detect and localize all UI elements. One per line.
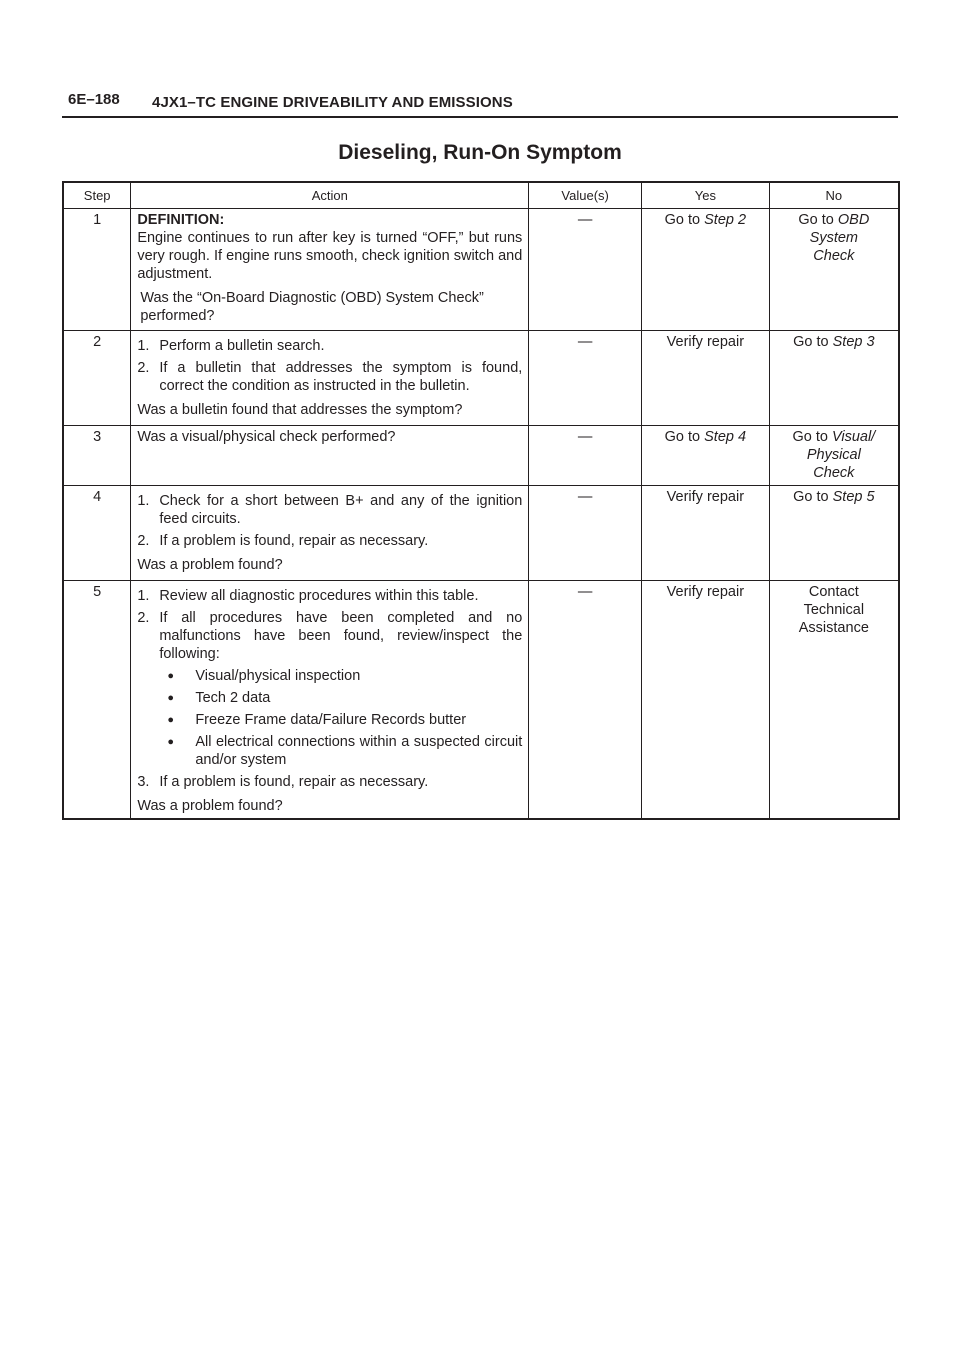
action-cell	[131, 209, 529, 331]
no-text-line-1: Contact	[808, 584, 859, 600]
numbered-item: 2. If all procedures have been completed and no malfunctions have been found, review/inspect the following:	[137, 610, 523, 662]
column-header-no: No	[769, 182, 899, 209]
yes-prefix: Go to	[664, 212, 705, 228]
yes-cell	[642, 426, 770, 486]
table-header-row	[63, 182, 899, 209]
value-cell: —	[529, 486, 642, 581]
value-cell: —	[529, 426, 642, 486]
numbered-item: 1. Check for a short between B+ and any of the ignition feed circuits.	[137, 493, 523, 527]
yes-cell: Verify repair	[642, 331, 770, 426]
step-question: Was the “On-Board Diagnostic (OBD) System Check” performed?	[140, 290, 484, 324]
numbered-item: 1. Perform a bulletin search.	[137, 338, 325, 354]
bullet-item: ● All electrical connections within a suspected circuit and/or system	[167, 734, 523, 768]
action-cell	[131, 331, 529, 426]
step-number: 5	[63, 581, 131, 819]
step-number: 2	[63, 331, 131, 426]
no-reference-line-3: Check	[813, 465, 855, 481]
table-row	[63, 426, 899, 486]
no-step-reference: Step 3	[832, 334, 875, 350]
value-cell: —	[529, 331, 642, 426]
no-prefix: Go to	[793, 334, 833, 350]
page-title: Dieseling, Run-On Symptom	[338, 141, 622, 164]
bullet-item: ● Tech 2 data	[167, 690, 271, 706]
no-reference-line-3: Check	[813, 248, 855, 264]
no-cell	[769, 209, 899, 331]
definition-label: DEFINITION:	[137, 212, 225, 228]
no-reference-line-2: System	[809, 230, 858, 246]
step-number: 3	[63, 426, 131, 486]
numbered-item: 2. If a bulletin that addresses the symptom is found, correct the condition as instructed in the bulletin.	[137, 360, 523, 394]
step-number: 1	[63, 209, 131, 331]
no-cell	[769, 331, 899, 426]
step-question: Was a visual/physical check performed?	[137, 429, 396, 445]
column-header-yes: Yes	[642, 182, 770, 209]
bullet-icon: ●	[167, 692, 174, 704]
yes-prefix: Go to	[664, 429, 705, 445]
yes-cell: Verify repair	[642, 486, 770, 581]
column-header-values: Value(s)	[529, 182, 642, 209]
action-cell	[131, 581, 529, 819]
bullet-icon: ●	[167, 670, 174, 682]
bullet-item: ● Freeze Frame data/Failure Records butter	[167, 712, 467, 728]
table-row	[63, 486, 899, 581]
numbered-item: 1. Review all diagnostic procedures within this table.	[137, 588, 479, 604]
no-prefix: Go to	[792, 429, 832, 445]
action-cell	[131, 426, 529, 486]
no-step-reference: Step 5	[832, 489, 875, 505]
no-text-line-2: Technical	[803, 602, 865, 618]
numbered-item: 3. If a problem is found, repair as necessary.	[137, 774, 429, 790]
yes-step-reference: Step 4	[704, 429, 747, 445]
yes-cell	[642, 209, 770, 331]
table-row	[63, 581, 899, 819]
page-number: 6E–188	[68, 91, 120, 108]
no-reference-line-1: OBD	[837, 212, 870, 228]
no-reference-line-2: Physical	[806, 447, 861, 463]
yes-step-reference: Step 2	[704, 212, 747, 228]
no-text-line-3: Assistance	[798, 620, 869, 636]
no-cell	[769, 426, 899, 486]
bullet-icon: ●	[167, 714, 174, 726]
header-rule	[62, 116, 898, 118]
bullet-item: ● Visual/physical inspection	[167, 668, 361, 684]
step-question: Was a problem found?	[137, 798, 283, 814]
action-cell	[131, 486, 529, 581]
no-prefix: Go to	[798, 212, 838, 228]
step-question: Was a bulletin found that addresses the symptom?	[137, 402, 463, 418]
table-row	[63, 209, 899, 331]
step-number: 4	[63, 486, 131, 581]
no-reference-line-1: Visual/	[831, 429, 876, 445]
no-cell	[769, 581, 899, 819]
no-prefix: Go to	[793, 489, 833, 505]
numbered-item: 2. If a problem is found, repair as necessary.	[137, 533, 429, 549]
yes-cell: Verify repair	[642, 581, 770, 819]
column-header-step: Step	[63, 182, 131, 209]
definition-text: Engine continues to run after key is turned “OFF,” but runs very rough. If engine runs smooth, check ignition switch and adjustment.	[137, 230, 523, 282]
column-header-action: Action	[131, 182, 529, 209]
bullet-icon: ●	[167, 736, 174, 748]
diagnostic-table	[62, 181, 900, 820]
running-title: 4JX1–TC ENGINE DRIVEABILITY AND EMISSIONS	[152, 94, 513, 111]
step-question: Was a problem found?	[137, 557, 283, 573]
no-cell	[769, 486, 899, 581]
table-row	[63, 331, 899, 426]
value-cell: —	[529, 209, 642, 331]
value-cell: —	[529, 581, 642, 819]
